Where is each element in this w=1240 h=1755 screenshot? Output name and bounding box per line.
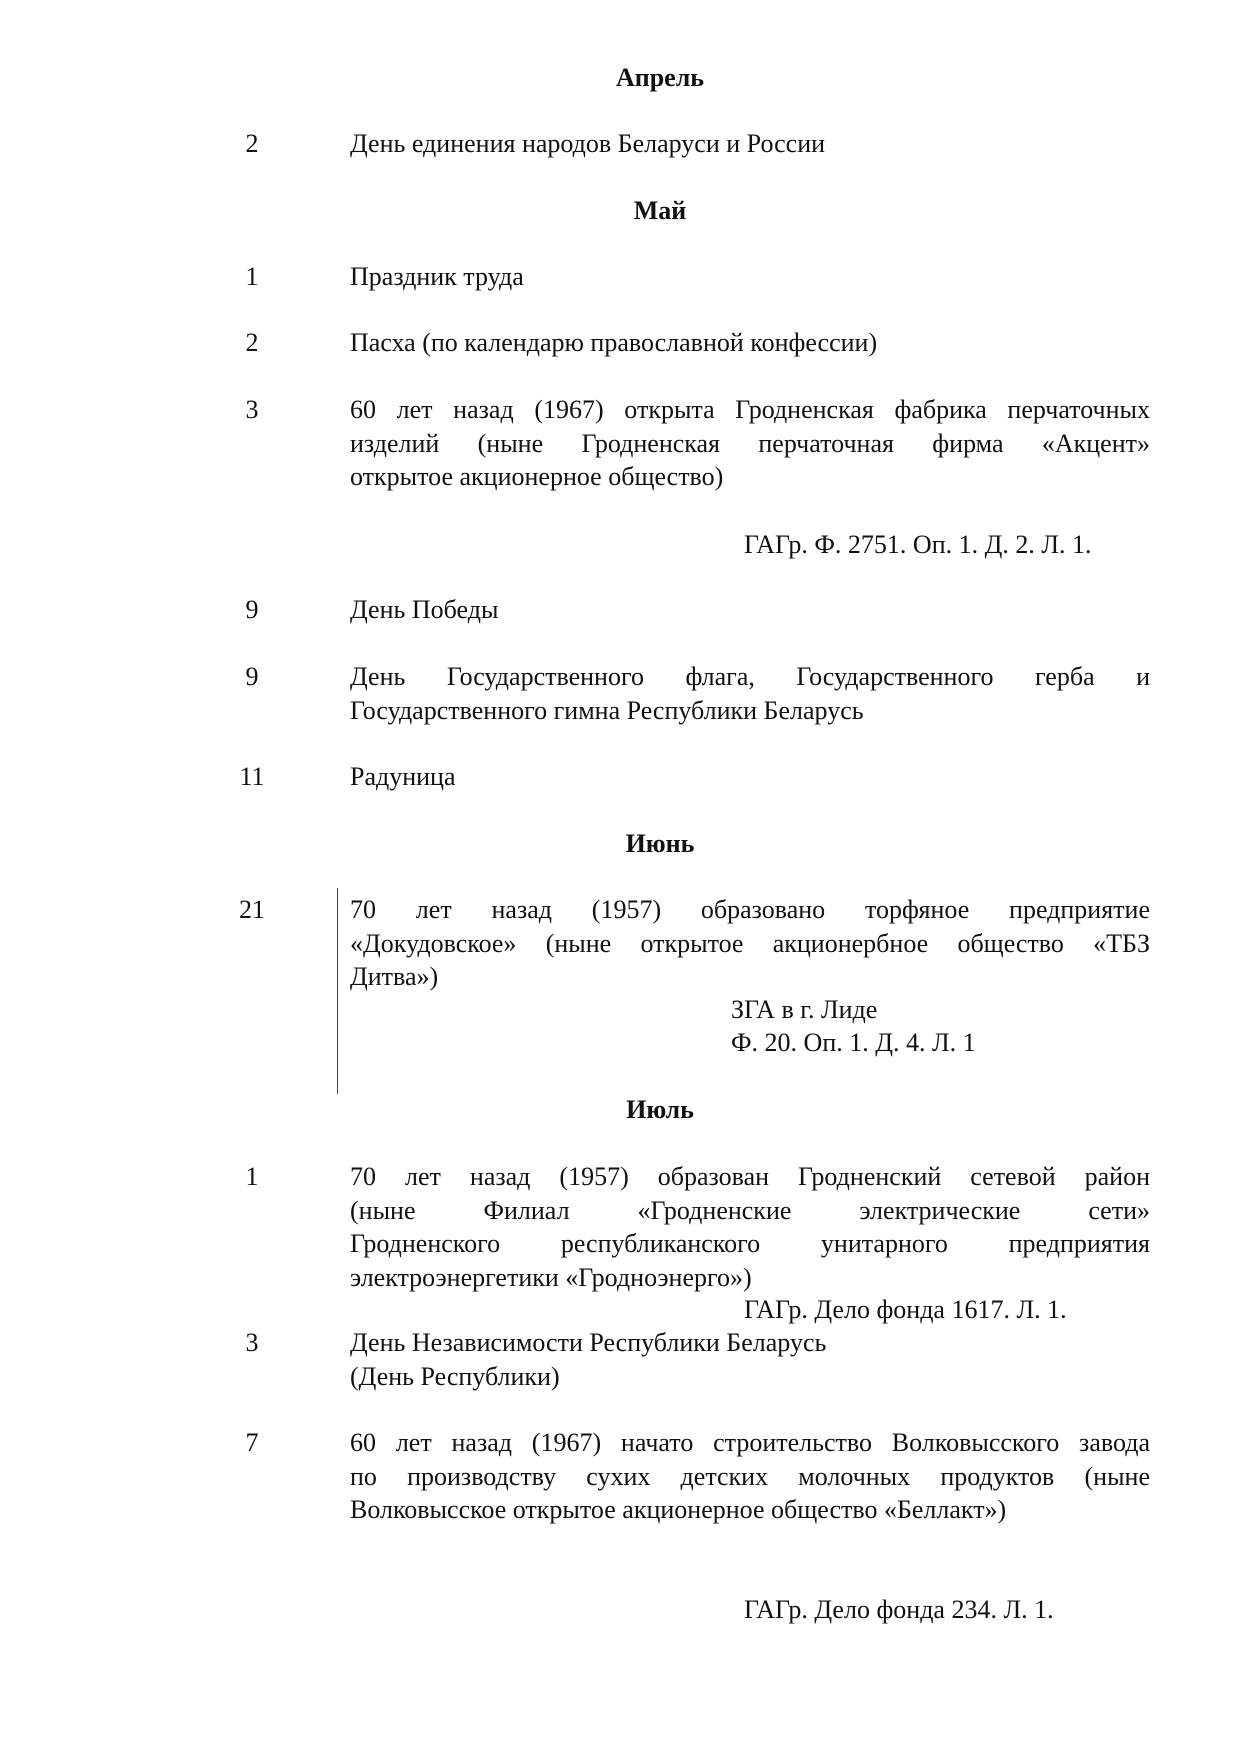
- entry-day: 3: [245, 395, 259, 424]
- entry-text: День единения народов Беларуси и России: [350, 129, 826, 158]
- month-heading-june: Июнь: [625, 829, 695, 858]
- archive-reference: ГАГр. Ф. 2751. Оп. 1. Д. 2. Л. 1.: [744, 530, 1092, 559]
- entry-text: Пасха (по календарю православной конфессии): [350, 328, 878, 357]
- archive-reference-line: ЗГА в г. Лиде: [731, 995, 878, 1024]
- entry-text-line: «Докудовское» (ныне открытое акционербное общество «ТБЗ: [350, 928, 1150, 958]
- entry-text: [350, 893, 1150, 994]
- entry-day: 9: [245, 662, 259, 691]
- entry-day: 1: [245, 1162, 259, 1191]
- entry-day: 3: [245, 1328, 259, 1357]
- entry-day: 7: [245, 1428, 259, 1457]
- entry-day: 9: [245, 595, 259, 624]
- entry-text: Праздник труда: [350, 262, 524, 291]
- entry-text: [350, 1426, 1150, 1527]
- entry-text-line: 70 лет назад (1957) образован Гродненский сетевой район: [350, 1162, 1150, 1191]
- entry-text-line: (ныне Филиал «Гродненские электрические сети»: [350, 1195, 1150, 1225]
- entry-day: 2: [245, 328, 259, 357]
- entry-text: [350, 1326, 1150, 1393]
- archive-reference-line: Ф. 20. Оп. 1. Д. 4. Л. 1: [731, 1028, 976, 1057]
- entry-day: 1: [245, 262, 259, 291]
- entry-text: [350, 393, 1150, 494]
- entry-text-line: 70 лет назад (1957) образовано торфяное предприятие: [350, 895, 1150, 924]
- entry-text-line: День Независимости Республики Беларусь: [350, 1328, 827, 1357]
- entry-text-line: Гродненского республиканского унитарного предприятия: [350, 1229, 1150, 1258]
- entry-text: [350, 660, 1150, 727]
- entry-text-line: по производству сухих детских молочных продуктов (ныне: [350, 1461, 1150, 1491]
- entry-text-line: изделий (ныне Гродненская перчаточная фирма «Акцент»: [350, 428, 1150, 458]
- entry-text-line: 60 лет назад (1967) начато строительство Волковысского завода: [350, 1428, 1150, 1457]
- entry-text: Радуница: [350, 762, 456, 791]
- table-border-line: [337, 888, 338, 1094]
- entry-text: День Победы: [350, 595, 499, 624]
- entry-text-line: 60 лет назад (1967) открыта Гродненская фабрика перчаточных: [350, 395, 1150, 424]
- entry-day: 11: [239, 762, 265, 791]
- archive-reference: [731, 993, 976, 1059]
- month-heading-may: Май: [633, 196, 687, 225]
- entry-text-line: Волковысское открытое акционерное общество «Беллакт»): [350, 1495, 1007, 1524]
- month-heading-july: Июль: [626, 1095, 694, 1124]
- entry-text-line: Государственного гимна Республики Беларусь: [350, 695, 864, 725]
- entry-text-line: (День Республики): [350, 1361, 560, 1391]
- month-heading-april: Апрель: [615, 63, 705, 92]
- entry-text-line: электроэнергетики «Гродноэнерго»): [350, 1262, 752, 1292]
- entry-text: [350, 1160, 1150, 1294]
- entry-text-line: открытое акционерное общество): [350, 462, 724, 491]
- entry-day: 2: [245, 129, 259, 158]
- archive-reference: ГАГр. Дело фонда 1617. Л. 1.: [744, 1295, 1067, 1324]
- entry-text-line: День Государственного флага, Государственного герба и: [350, 662, 1150, 691]
- entry-day: 21: [239, 895, 265, 924]
- entry-text-line: Дитва»): [350, 962, 439, 991]
- archive-reference: ГАГр. Дело фонда 234. Л. 1.: [744, 1595, 1054, 1624]
